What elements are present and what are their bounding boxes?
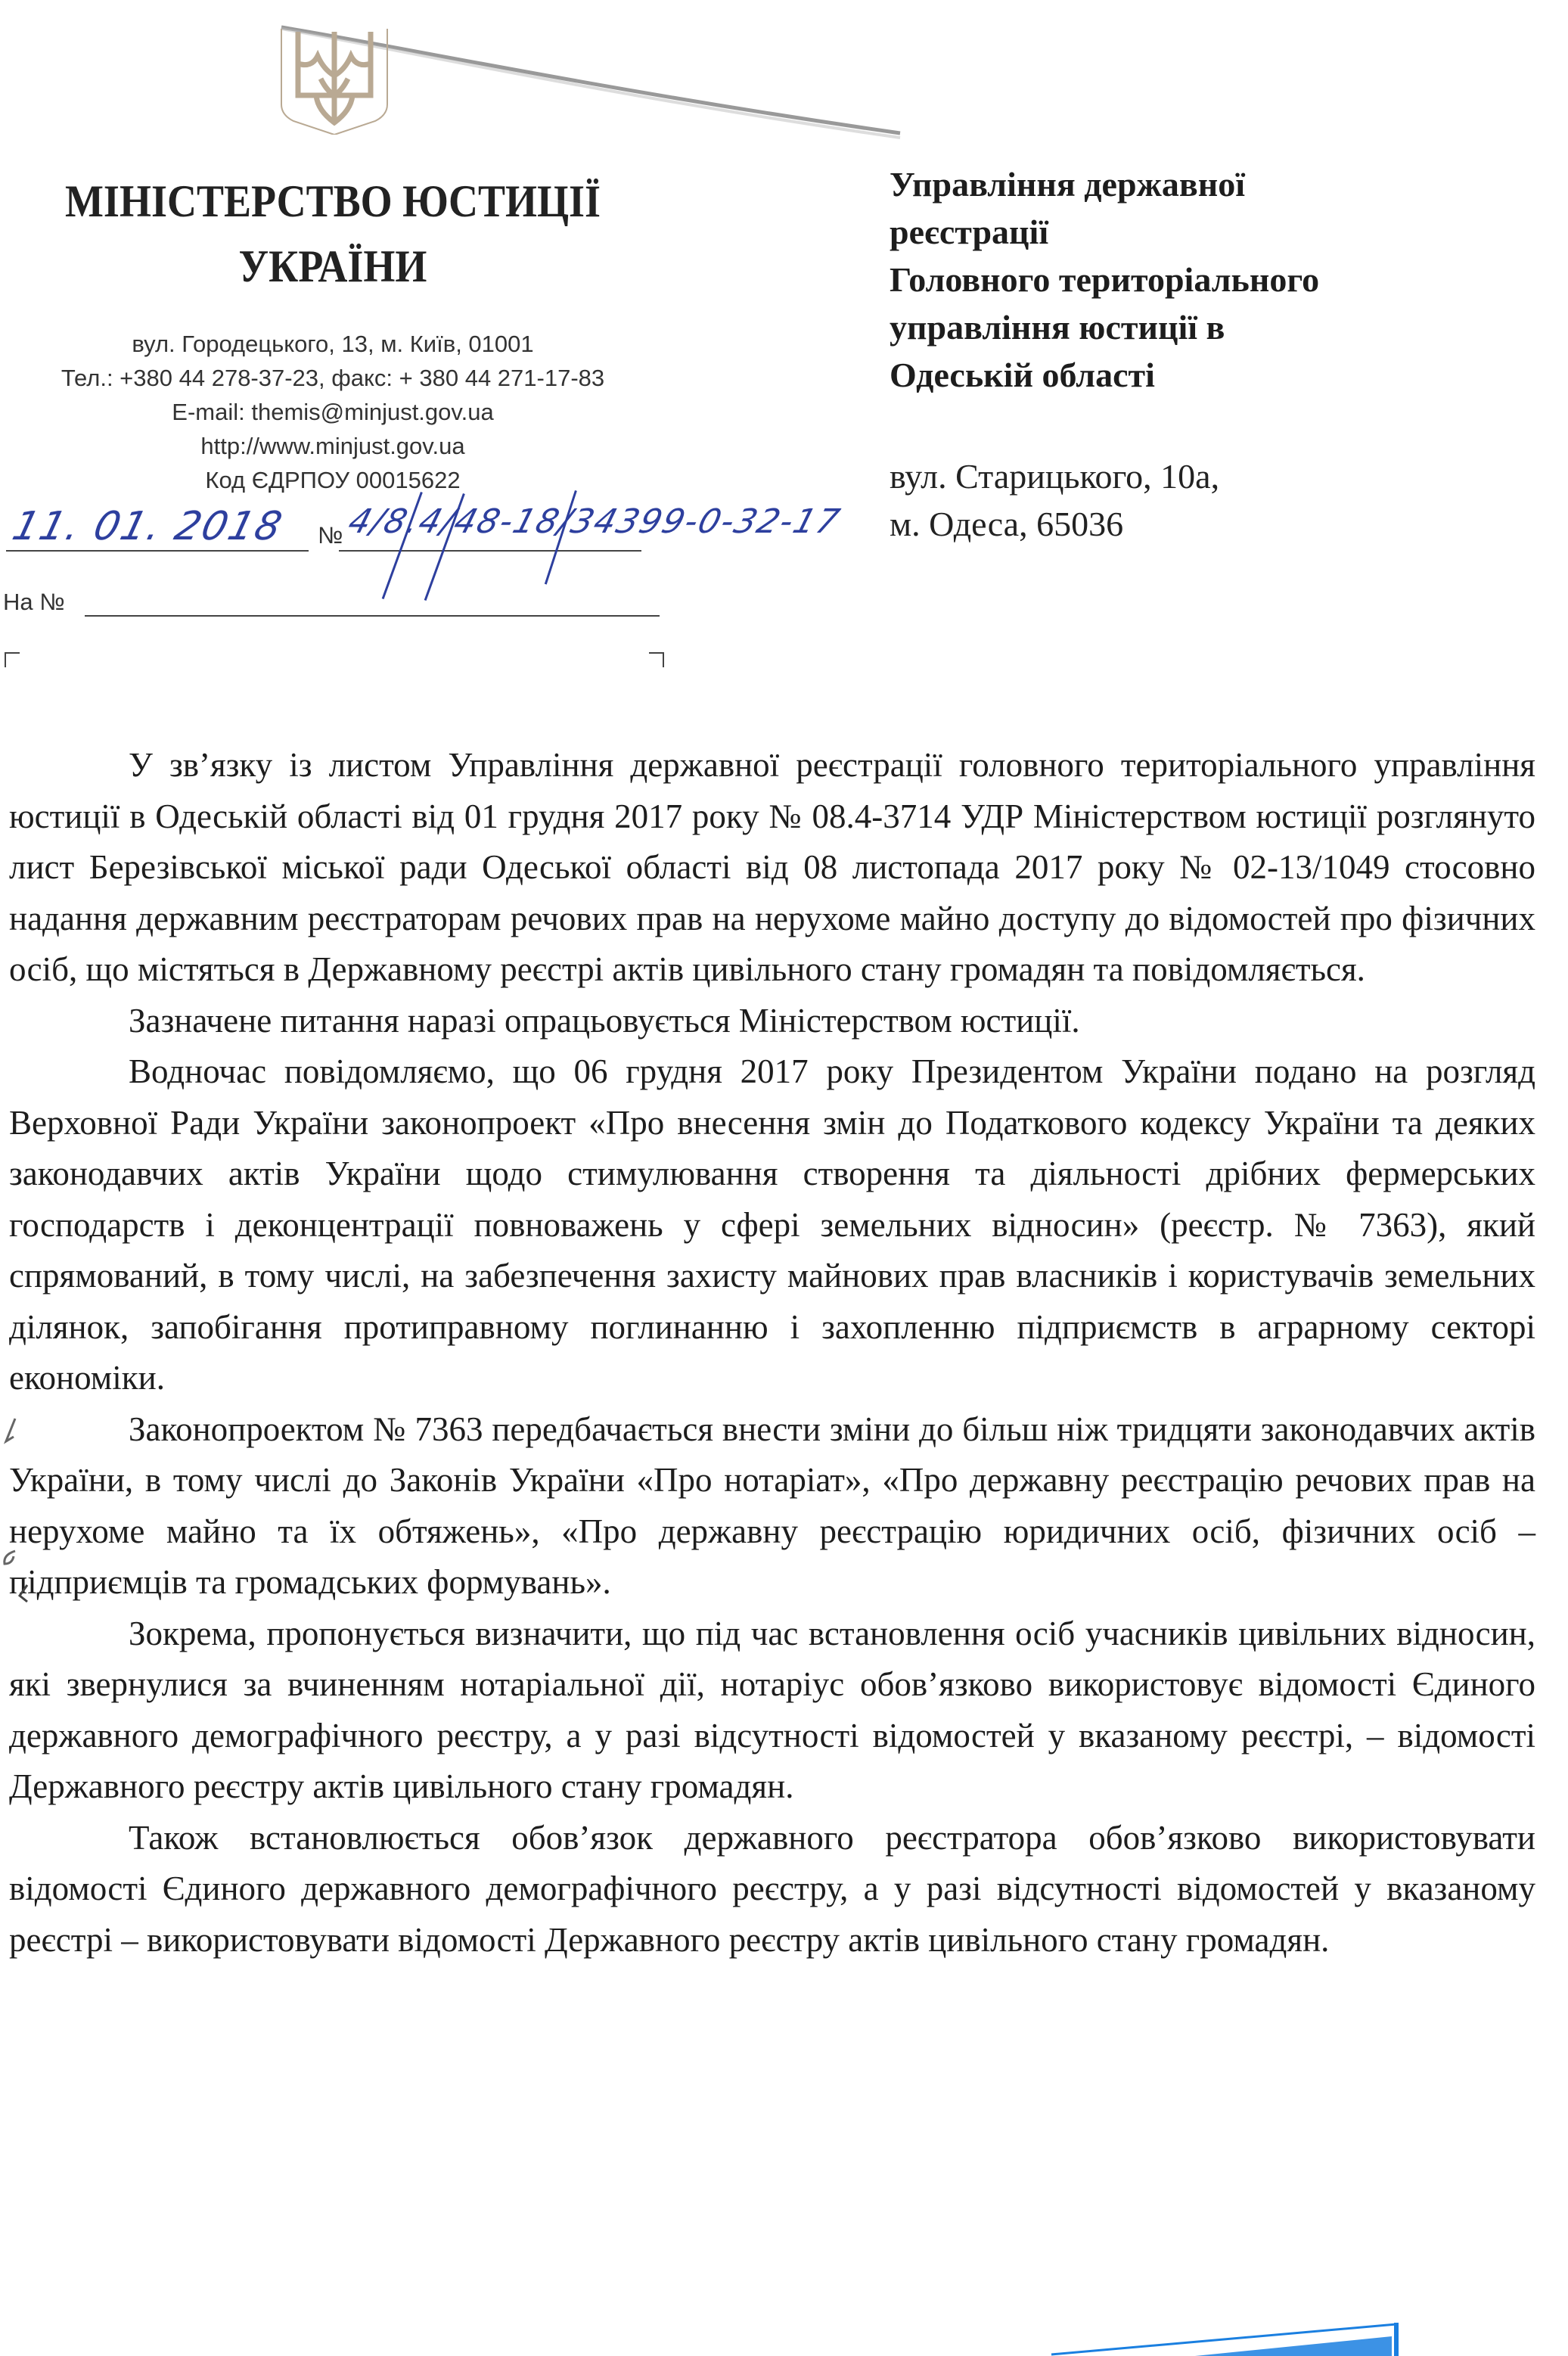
ministry-address: вул. Городецького, 13, м. Київ, 01001 — [132, 331, 534, 357]
reply-to-label: На № — [3, 589, 65, 615]
recipient-line: управління юстиції в — [890, 308, 1225, 347]
date-underline — [6, 550, 309, 552]
number-label: № — [318, 522, 343, 549]
handwritten-date: 11. 01. 2018 — [8, 504, 288, 549]
letter-body — [9, 740, 1535, 1966]
body-paragraph: Зазначене питання наразі опрацьовується Міністерством юстиції. — [129, 1001, 1080, 1040]
body-paragraph: Водночас повідомляємо, що 06 грудня 2017 року Президентом України подано на розгляд Верховної Ради України законопроект «Про внесення змін до Податкового кодексу України та деяких законодавчих актів України щодо стимулювання створення та діяльності дрібних фермерських господарств і деконцентрації повноважень у сфері земельних відносин» (реєстр. № 7363), який спрямований, в тому числі, на забезпечення захисту майнових прав власників і користувачів земельних ділянок, запобігання протиправному поглинанню і захопленню підприємств в аграрному секторі економіки. — [9, 1052, 1535, 1397]
recipient-line: реєстрації — [890, 213, 1049, 251]
body-paragraph: У зв’язку із листом Управління державної реєстрації головного територіального управління юстиції в Одеській області від 01 грудня 2017 року № 08.4-3714 УДР Міністерством юстиції розглянуто лист Березівської міської ради Одеської області від 08 листопада 2017 року № 02-13/1049 стосовно надання державним реєстраторам речових прав на нерухоме майно доступу до відомостей про фізичних осіб, що містяться в Державному реєстрі актів цивільного стану громадян та повідомляється. — [9, 746, 1535, 988]
body-paragraph: Законопроектом № 7363 передбачається внести зміни до більш ніж тридцяти законодавчих актів України, в тому числі до Законів України «Про нотаріат», «Про державну реєстрацію речових прав на нерухоме майно та їх обтяжень», «Про державну реєстрацію юридичних осіб, фізичних осіб – підприємців та громадських формувань». — [9, 1410, 1535, 1601]
ministry-phone-fax: Тел.: +380 44 278-37-23, факс: + 380 44 271-17-83 — [61, 365, 605, 391]
ministry-title-line1: МІНІСТЕРСТВО ЮСТИЦІЇ — [64, 176, 601, 226]
body-paragraph: Зокрема, пропонується визначити, що під час встановлення осіб учасників цивільних відносин, які звернулися за вчиненням нотаріальної дії, нотаріус обов’язково використовує відомості Єдиного державного демографічного реєстру, а у разі відсутності відомостей у вказаному реєстрі, – відомості Державного реєстру актів цивільного стану громадян. — [9, 1614, 1535, 1805]
stamp-edge — [1044, 2318, 1407, 2356]
recipient-address — [890, 452, 1219, 548]
address-corner-left — [5, 652, 20, 667]
ministry-email: E-mail: themis@minjust.gov.ua — [172, 399, 494, 425]
ministry-edrpou: Код ЄДРПОУ 00015622 — [205, 467, 461, 493]
number-underline — [339, 550, 641, 552]
reply-to-underline — [85, 615, 660, 617]
address-corner-right — [649, 652, 664, 667]
recipient-block — [890, 160, 1319, 399]
margin-pencil-mark — [0, 1403, 30, 1615]
recipient-line: Одеській області — [890, 356, 1155, 394]
body-paragraph: Також встановлюється обов’язок державного реєстратора обов’язково використовувати відомості Єдиного державного демографічного реєстру, а у разі відсутності відомостей у вказаному реєстрі – використовувати відомості Державного реєстру актів цивільного стану громадян. — [9, 1818, 1535, 1959]
recipient-city: м. Одеса, 65036 — [890, 505, 1124, 543]
recipient-line: Головного територіального — [890, 260, 1320, 299]
handwritten-outgoing-number: 4/8.4/48-18/34399-0-32-17 — [343, 502, 846, 541]
ministry-website: http://www.minjust.gov.ua — [200, 433, 465, 459]
ministry-title-line2: УКРАЇНИ — [238, 241, 427, 291]
coat-of-arms-icon — [278, 26, 390, 135]
scan-fold-streak — [0, 0, 908, 151]
ministry-contacts — [0, 327, 666, 497]
recipient-line: Управління державної — [890, 165, 1246, 204]
recipient-street: вул. Старицького, 10а, — [890, 457, 1220, 496]
